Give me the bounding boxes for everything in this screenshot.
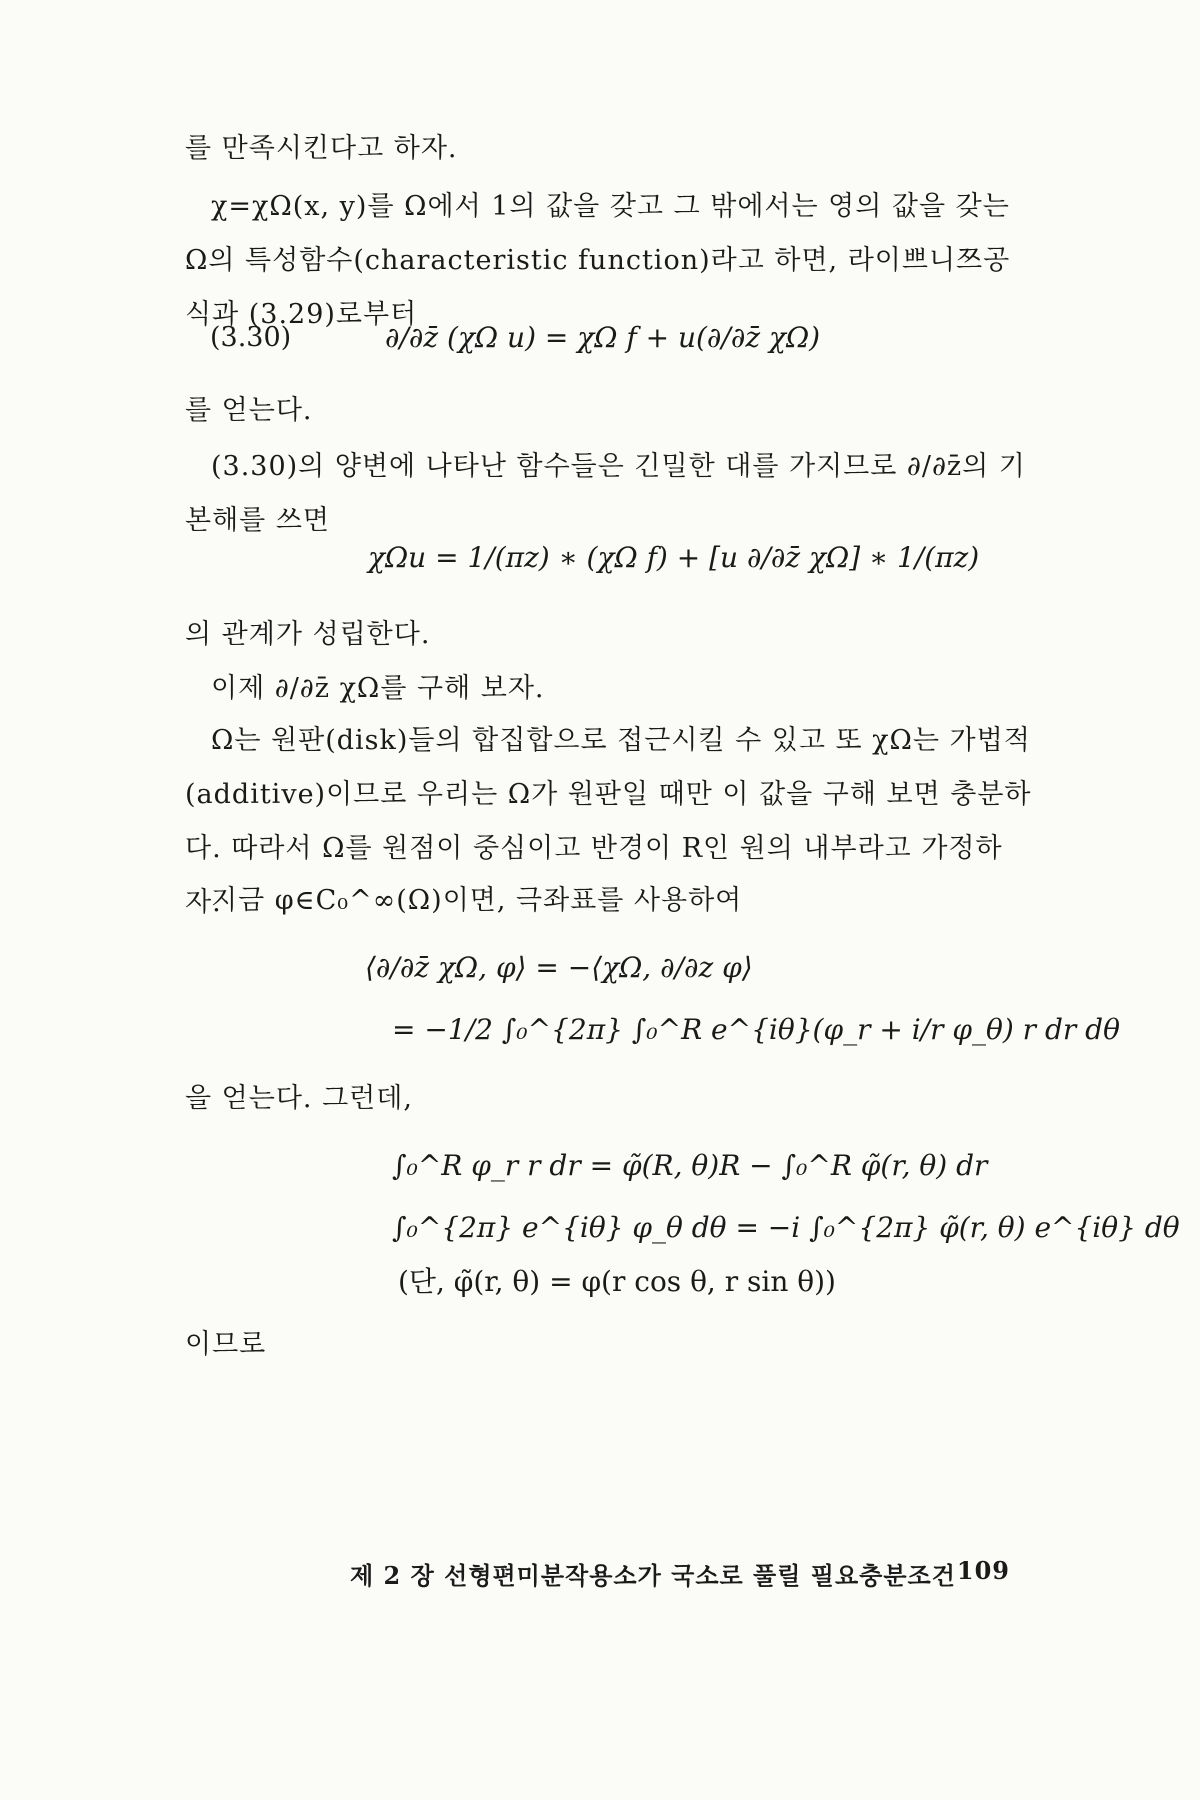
paragraph-3: 를 얻는다. [185,395,313,426]
page-footer [350,1556,1010,1591]
paragraph-5: 의 관계가 성립한다. [185,619,431,650]
equation-3-30: ∂/∂z̄ (χΩ u) = χΩ f + u(∂/∂z̄ χΩ) [385,321,821,354]
paragraph-4: (3.30)의 양변에 나타난 함수들은 긴밀한 대를 가지므로 ∂/∂z̄의 기본해를 쓰면 [185,451,1026,536]
running-head: 제 2 장 선형편미분작용소가 국소로 풀릴 필요충분조건 [350,1561,956,1590]
equation-convolution: χΩu = 1/(πz) ∗ (χΩ f) + [u ∂/∂z̄ χΩ] ∗ 1/(πz) [368,541,980,574]
equation-pairing: ⟨∂/∂z̄ χΩ, φ⟩ = −⟨χΩ, ∂/∂z φ⟩ [365,951,753,984]
equation-definition-note: (단, φ̃(r, θ) = φ(r cos θ, r sin θ)) [398,1265,836,1298]
paragraph-1: 를 만족시킨다고 하자. [185,133,458,164]
equation-polar-integral: = −1/2 ∫₀^{2π} ∫₀^R e^{iθ}(φ_r + i/r φ_θ) r dr dθ [392,1013,1120,1046]
paragraph-9: 을 얻는다. 그런데, [185,1083,413,1114]
equation-radial-integral: ∫₀^R φ_r r dr = φ̃(R, θ)R − ∫₀^R φ̃(r, θ) dr [392,1149,988,1182]
equation-number-3-30: (3.30) [210,322,292,353]
paragraph-6: 이제 ∂/∂z̄ χΩ를 구해 보자. [211,673,545,704]
paragraph-10: 이므로 [185,1329,267,1360]
paragraph-8: 지금 φ∈C₀^∞(Ω)이면, 극좌표를 사용하여 [211,885,743,916]
paragraph-7: Ω는 원판(disk)들의 합집합으로 접근시킬 수 있고 또 χΩ는 가법적(additive)이므로 우리는 Ω가 원판일 때만 이 값을 구해 보면 충분하다. 따라서 Ω를 원점이 중심이고 반경이 R인 원의 내부라고 가정하자. [185,725,1032,918]
paragraph-2: χ=χΩ(x, y)를 Ω에서 1의 값을 갖고 그 밖에서는 영의 값을 갖는 Ω의 특성함수(characteristic function)라고 하면, 라이쁘니쯔공식과 (3.29)로부터 [185,191,1011,330]
equation-angular-integral: ∫₀^{2π} e^{iθ} φ_θ dθ = −i ∫₀^{2π} φ̃(r, θ) e^{iθ} dθ [392,1211,1180,1244]
page-number: 109 [956,1556,1010,1585]
